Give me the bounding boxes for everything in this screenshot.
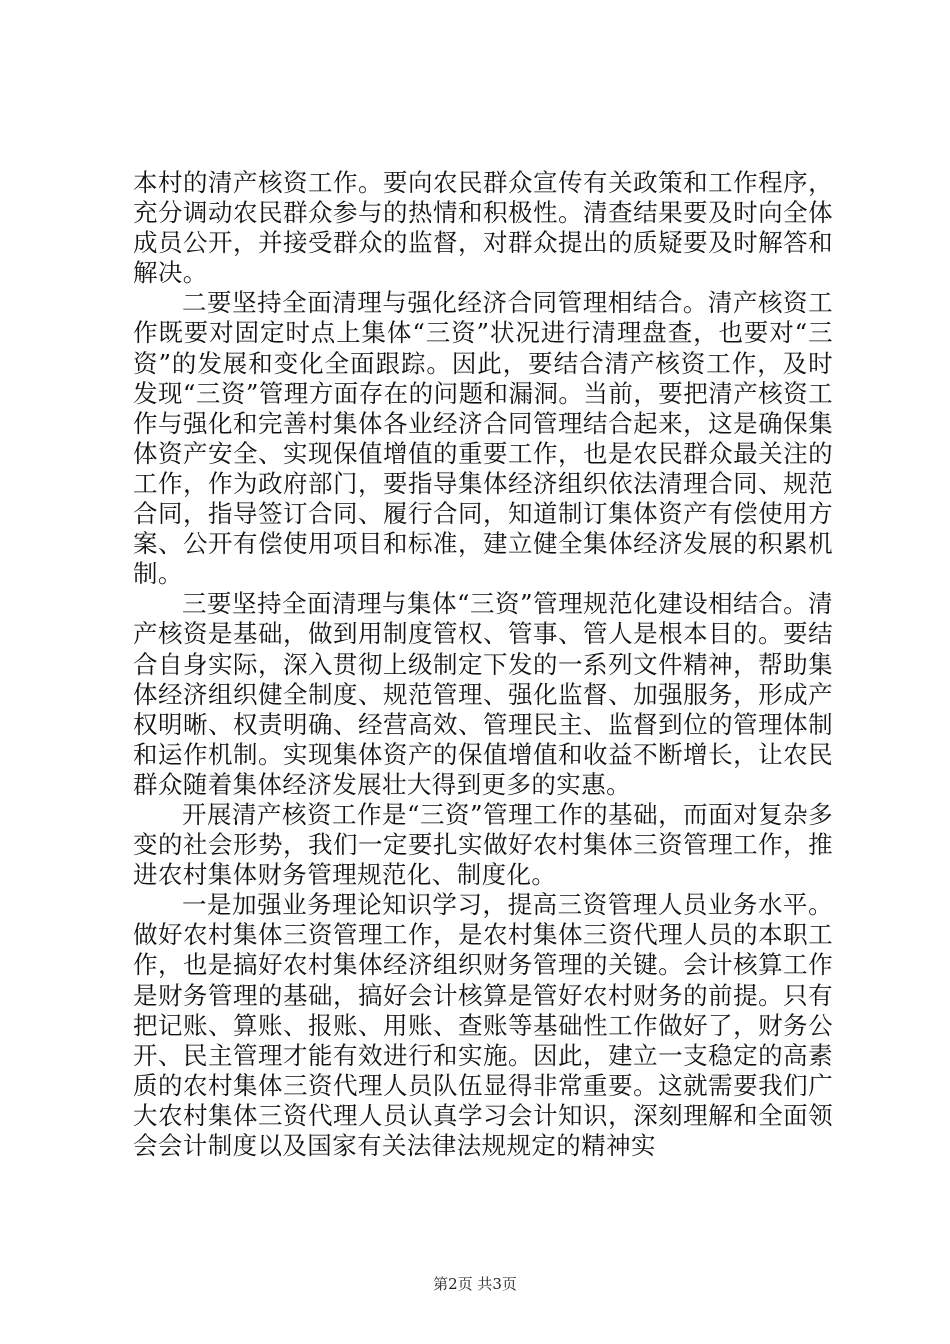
paragraph-contract-management: 二要坚持全面清理与强化经济合同管理相结合。清产核资工作既要对固定时点上集体“三资”状况进行清理盘查，也要对“三资”的发展和变化全面跟踪。因此，要结合清产核资工作，及时发现“三资”管理方面存在的问题和漏洞。当前，要把清产核资工作与强化和完善村集体各业经济合同管理结合起来，这是确保集体资产安全、实现保值增值的重要工作，也是农民群众最关注的工作，作为政府部门，要指导集体经济组织依法清理合同、规范合同，指导签订合同、履行合同，知道制订集体资产有偿使用方案、公开有偿使用项目和标准，建立健全集体经济发展的积累机制。: [133, 288, 833, 589]
document-body: [133, 168, 833, 1161]
page-footer: 第2页 共3页: [433, 1275, 517, 1293]
paragraph-training: 一是加强业务理论知识学习，提高三资管理人员业务水平。做好农村集体三资管理工作，是农村集体三资代理人员的本职工作，也是搞好农村集体经济组织财务管理的关键。会计核算工作是财务管理的基础，搞好会计核算是管好农村财务的前提。只有把记账、算账、报账、用账、查账等基础性工作做好了，财务公开、民主管理才能有效进行和实施。因此，建立一支稳定的高素质的农村集体三资代理人员队伍显得非常重要。这就需要我们广大农村集体三资代理人员认真学习会计知识，深刻理解和全面领会会计制度以及国家有关法律法规规定的精神实: [133, 890, 833, 1160]
paragraph-continued: 本村的清产核资工作。要向农民群众宣传有关政策和工作程序，充分调动农民群众参与的热情和积极性。清查结果要及时向全体成员公开，并接受群众的监督，对群众提出的质疑要及时解答和解决。: [133, 168, 833, 288]
paragraph-standardization: 三要坚持全面清理与集体“三资”管理规范化建设相结合。清产核资是基础，做到用制度管权、管事、管人是根本目的。要结合自身实际，深入贯彻上级制定下发的一系列文件精神，帮助集体经济组织健全制度、规范管理、强化监督、加强服务，形成产权明晰、权责明确、经营高效、管理民主、监督到位的管理体制和运作机制。实现集体资产的保值增值和收益不断增长，让农民群众随着集体经济发展壮大得到更多的实惠。: [133, 589, 833, 799]
paragraph-foundation: 开展清产核资工作是“三资”管理工作的基础，而面对复杂多变的社会形势，我们一定要扎实做好农村集体三资管理工作，推进农村集体财务管理规范化、制度化。: [133, 799, 833, 890]
